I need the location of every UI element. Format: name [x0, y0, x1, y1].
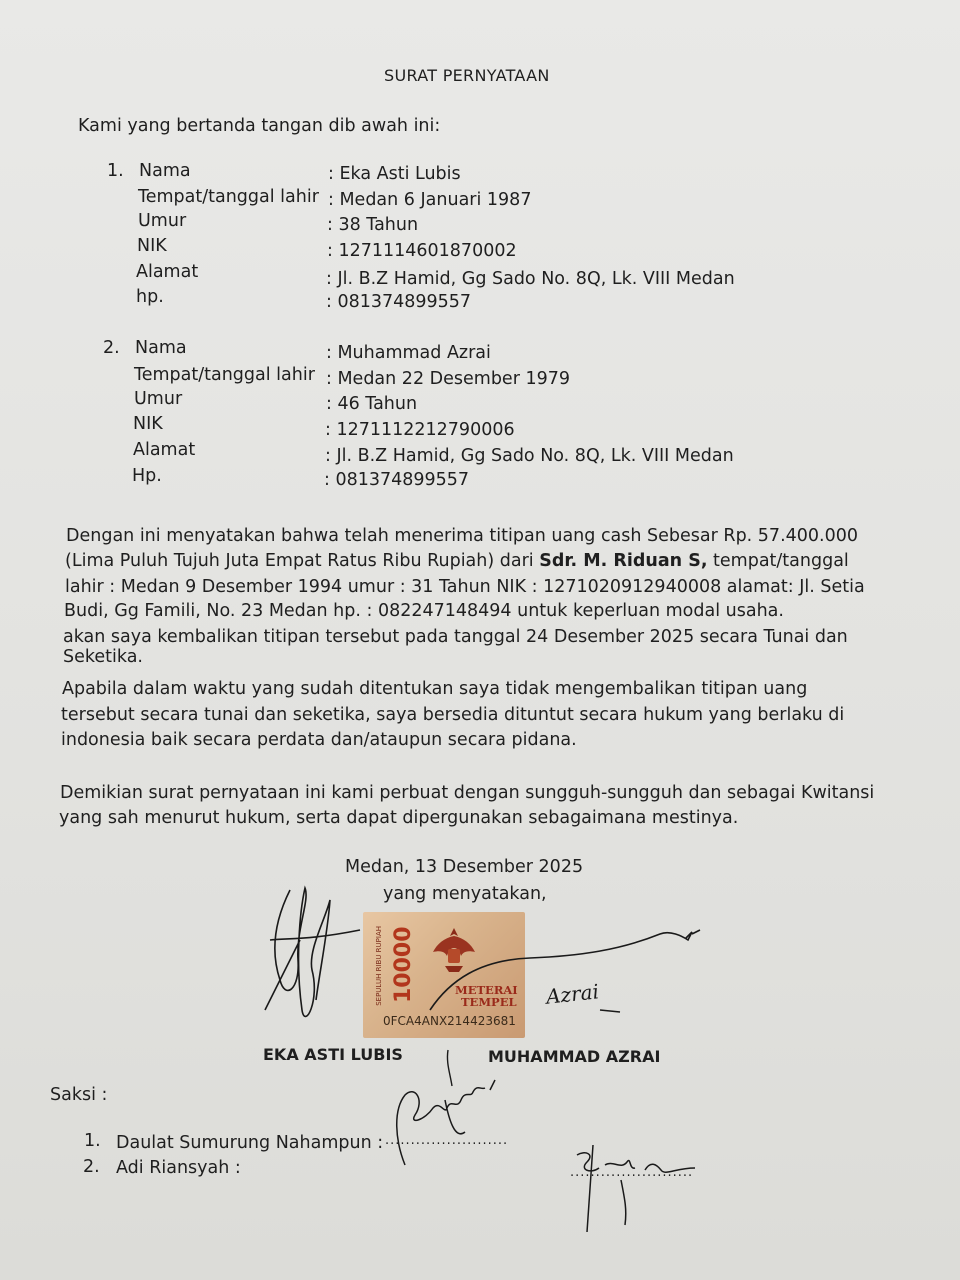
body-line: Budi, Gg Famili, No. 23 Medan hp. : 082247148494 untuk keperluan modal usaha. [64, 601, 784, 621]
person-2-value-address: : Jl. B.Z Hamid, Gg Sado No. 8Q, Lk. VIII Medan [325, 446, 734, 466]
person-1-label-age: Umur [138, 211, 187, 231]
witness-1-signature-icon [385, 1070, 515, 1170]
signatory-1-name: EKA ASTI LUBIS [263, 1045, 403, 1064]
witness-1-name: Daulat Sumurung Nahampun : [116, 1133, 384, 1153]
person-1-value-name: : Eka Asti Lubis [328, 164, 461, 184]
person-2-label-age: Umur [134, 389, 183, 409]
body-line: lahir : Medan 9 Desember 1994 umur : 31 Tahun NIK : 1271020912940008 alamat: Jl. Setia [65, 577, 865, 597]
person-1-value-age: : 38 Tahun [327, 215, 419, 235]
stamp-amount: 10000 [391, 926, 416, 1004]
closing-line: Demikian surat pernyataan ini kami perbuat dengan sungguh-sungguh dan sebagai Kwitansi [60, 783, 875, 803]
signature-1-icon [250, 880, 370, 1045]
body-line-part: tempat/tanggal [713, 551, 849, 571]
intro-text: Kami yang bertanda tangan dib awah ini: [78, 116, 441, 136]
person-1-value-address: : Jl. B.Z Hamid, Gg Sado No. 8Q, Lk. VIII Medan [326, 269, 735, 289]
document-title: SURAT PERNYATAAN [384, 66, 550, 85]
person-1-label-birth: Tempat/tanggal lahir [138, 187, 319, 207]
body-line: akan saya kembalikan titipan tersebut pada tanggal 24 Desember 2025 secara Tunai dan [63, 627, 848, 647]
place-date: Medan, 13 Desember 2025 [345, 857, 584, 877]
depositor-name: Sdr. M. Riduan S, [539, 551, 708, 571]
person-2-value-name: : Muhammad Azrai [326, 343, 491, 363]
stamp-meterai-line2: TEMPEL [461, 995, 517, 1009]
person-1-value-phone: : 081374899557 [326, 292, 472, 312]
body-line: indonesia baik secara perdata dan/ataupun secara pidana. [61, 730, 577, 750]
body-line [65, 549, 849, 575]
declarant-label: yang menyatakan, [383, 884, 547, 904]
body-line: Dengan ini menyatakan bahwa telah menerima titipan uang cash Sebesar Rp. 57.400.000 [66, 526, 858, 546]
witness-2-signature-line: ........................ [570, 1165, 694, 1180]
person-1-value-nik: : 1271114601870002 [327, 241, 517, 261]
person-2-label-phone: Hp. [132, 466, 162, 486]
witness-1-signature-line: ........................ [385, 1133, 509, 1148]
stamp-meterai-line1: METERAI [455, 983, 518, 997]
person-1-label-name: Nama [139, 161, 191, 181]
person-1-label-nik: NIK [137, 236, 167, 256]
body-line: Apabila dalam waktu yang sudah ditentukan saya tidak mengembalikan titipan uang [62, 679, 808, 699]
person-1-number: 1. [107, 161, 124, 181]
person-1-label-phone: hp. [136, 287, 164, 307]
person-1-value-birth: : Medan 6 Januari 1987 [328, 190, 532, 210]
person-2-value-nik: : 1271112212790006 [325, 420, 515, 440]
handwritten-azrai: Azrai [544, 979, 600, 1009]
person-2-label-nik: NIK [133, 414, 163, 434]
witness-2-name: Adi Riansyah : [116, 1158, 241, 1178]
witness-2-signature-icon [565, 1140, 705, 1240]
person-1-label-address: Alamat [136, 262, 199, 282]
body-line-part: (Lima Puluh Tujuh Juta Empat Ratus Ribu Rupiah) dari [65, 551, 534, 571]
person-2-number: 2. [103, 338, 120, 358]
witness-heading: Saksi : [50, 1085, 108, 1105]
person-2-label-address: Alamat [133, 440, 196, 460]
stamp-serial: 0FCA4ANX214423681 [383, 1014, 516, 1028]
person-2-value-birth: : Medan 22 Desember 1979 [326, 369, 570, 389]
witness-2-number: 2. [83, 1157, 100, 1177]
body-line: tersebut secara tunai dan seketika, saya bersedia dituntut secara hukum yang berlaku di [61, 705, 845, 725]
person-2-value-phone: : 081374899557 [324, 470, 470, 490]
stamp-small-text: SEPULUH RIBU RUPIAH [375, 926, 383, 1006]
person-2-label-name: Nama [135, 338, 187, 358]
person-2-label-birth: Tempat/tanggal lahir [134, 365, 315, 385]
body-line: Seketika. [63, 647, 143, 667]
person-2-value-age: : 46 Tahun [326, 394, 418, 414]
signatory-2-name: MUHAMMAD AZRAI [488, 1047, 661, 1066]
witness-1-number: 1. [84, 1131, 101, 1151]
closing-line: yang sah menurut hukum, serta dapat dipergunakan sebagaimana mestinya. [59, 808, 739, 828]
